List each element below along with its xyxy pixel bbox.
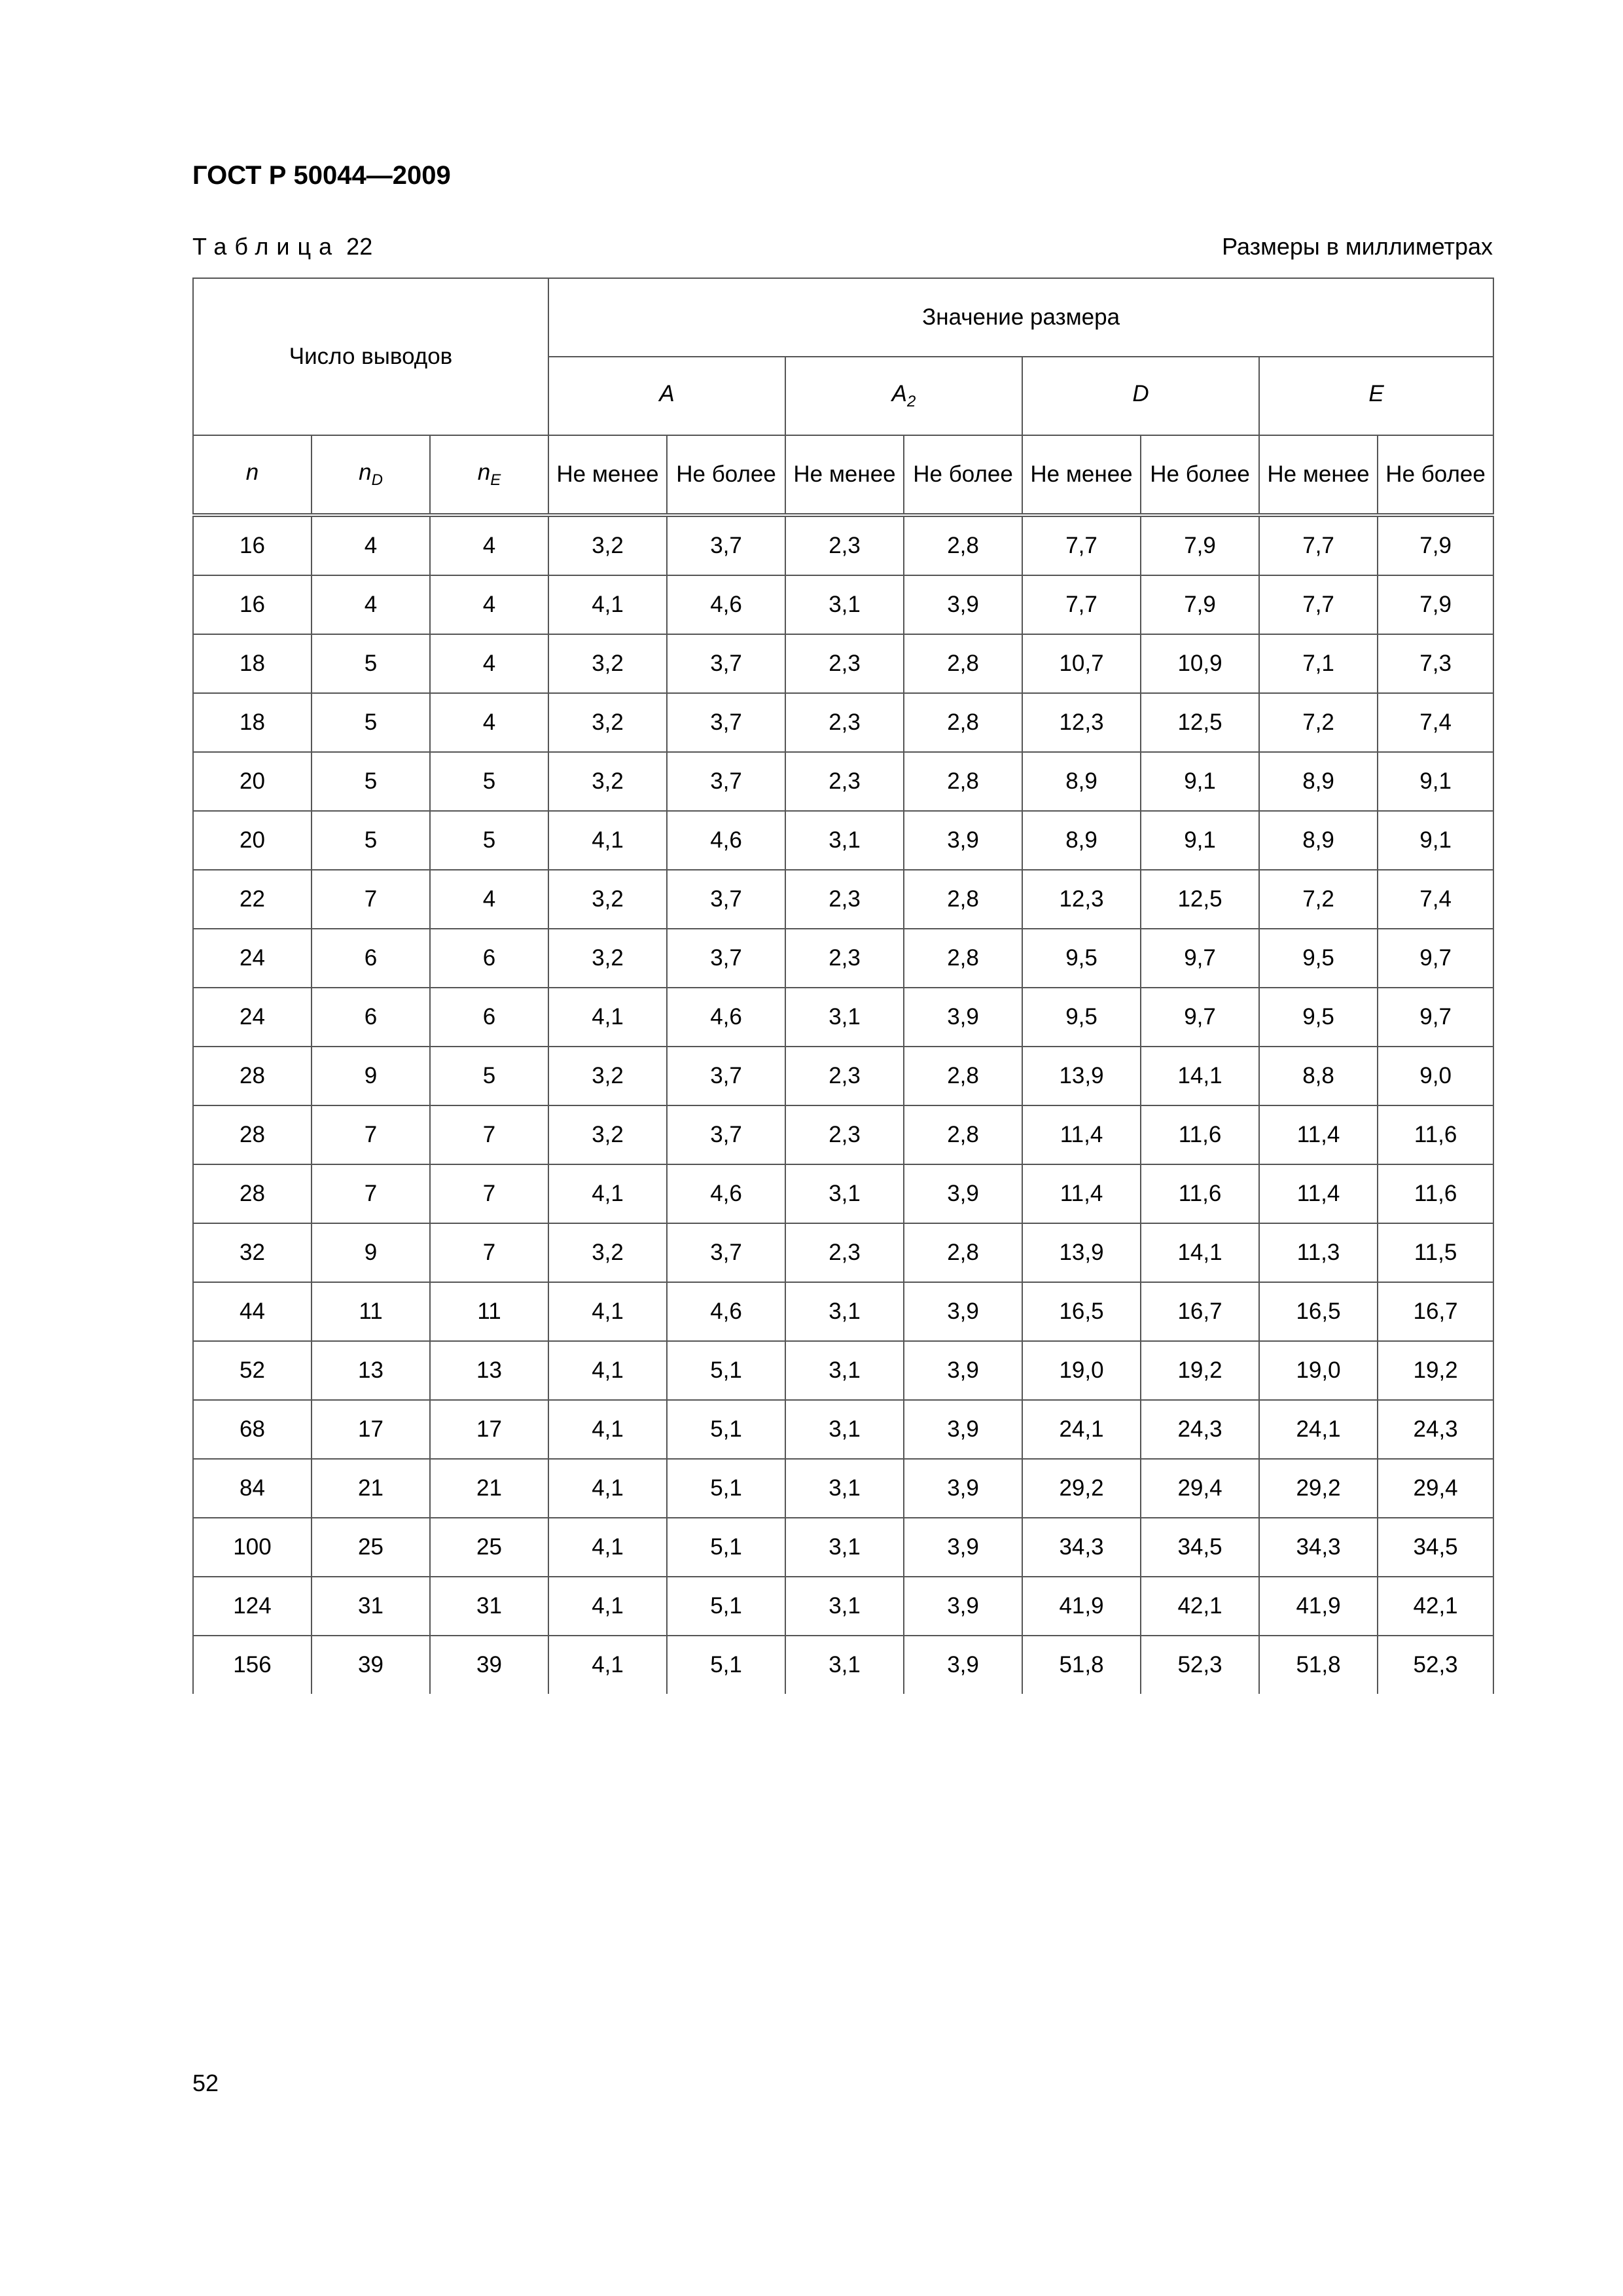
- table-cell: 3,7: [667, 752, 785, 811]
- page-number: 52: [192, 2070, 219, 2096]
- table-cell: 19,2: [1141, 1341, 1259, 1400]
- table-cell: 7,7: [1022, 575, 1141, 634]
- table-cell: 7,3: [1378, 634, 1493, 693]
- table-cell: 9,7: [1378, 929, 1493, 988]
- table-cell: 11,5: [1378, 1223, 1493, 1282]
- table-cell: 2,3: [785, 693, 904, 752]
- table-cell: 3,1: [785, 1636, 904, 1694]
- table-cell: 68: [193, 1400, 312, 1459]
- table-row: [193, 1459, 1493, 1518]
- table-cell: 2,3: [785, 1223, 904, 1282]
- table-cell: 6: [312, 929, 430, 988]
- table-cell: 29,4: [1378, 1459, 1493, 1518]
- table-cell: 5,1: [667, 1636, 785, 1694]
- table-cell: 3,9: [904, 1164, 1022, 1223]
- table-cell: 11,4: [1022, 1164, 1141, 1223]
- table-cell: 25: [312, 1518, 430, 1577]
- table-cell: 12,3: [1022, 870, 1141, 929]
- table-cell: 52,3: [1378, 1636, 1493, 1694]
- table-cell: 84: [193, 1459, 312, 1518]
- table-cell: 4,1: [548, 811, 667, 870]
- table-cell: 2,3: [785, 929, 904, 988]
- table-row: [193, 1518, 1493, 1577]
- table-cell: 34,3: [1259, 1518, 1378, 1577]
- table-cell: 11,6: [1141, 1164, 1259, 1223]
- table-cell: 7: [312, 1164, 430, 1223]
- table-cell: 4: [430, 693, 548, 752]
- table-cell: 3,1: [785, 1400, 904, 1459]
- table-cell: 17: [430, 1400, 548, 1459]
- table-row: [193, 1577, 1493, 1636]
- table-cell: 2,8: [904, 693, 1022, 752]
- table-cell: 100: [193, 1518, 312, 1577]
- table-cell: 28: [193, 1047, 312, 1105]
- table-cell: 2,8: [904, 752, 1022, 811]
- header-dim-a2: $A_2$: [785, 357, 1022, 435]
- table-cell: 17: [312, 1400, 430, 1459]
- table-cell: 51,8: [1259, 1636, 1378, 1694]
- table-cell: 3,9: [904, 811, 1022, 870]
- table-cell: 20: [193, 811, 312, 870]
- table-cell: 4,1: [548, 1282, 667, 1341]
- table-cell: 3,2: [548, 870, 667, 929]
- table-cell: 7: [430, 1164, 548, 1223]
- table-cell: 11,4: [1022, 1105, 1141, 1164]
- table-cell: 5,1: [667, 1400, 785, 1459]
- table-cell: 16: [193, 515, 312, 575]
- table-cell: 34,5: [1141, 1518, 1259, 1577]
- table-cell: 3,2: [548, 1047, 667, 1105]
- table-cell: 11,6: [1378, 1164, 1493, 1223]
- table-cell: 52,3: [1141, 1636, 1259, 1694]
- table-cell: 3,1: [785, 1282, 904, 1341]
- table-cell: 4,1: [548, 1400, 667, 1459]
- table-cell: 4,1: [548, 1636, 667, 1694]
- header-nd: $n_D$: [312, 435, 430, 515]
- table-cell: 42,1: [1378, 1577, 1493, 1636]
- table-cell: 5: [430, 1047, 548, 1105]
- table-cell: 7,4: [1378, 870, 1493, 929]
- table-caption: [192, 233, 372, 260]
- table-cell: 2,8: [904, 1047, 1022, 1105]
- table-cell: 3,7: [667, 1105, 785, 1164]
- table-row: [193, 752, 1493, 811]
- table-cell: 11,6: [1378, 1105, 1493, 1164]
- table-cell: 4,6: [667, 575, 785, 634]
- table-cell: 9,7: [1141, 988, 1259, 1047]
- table-cell: 8,9: [1022, 752, 1141, 811]
- table-cell: 7,7: [1022, 515, 1141, 575]
- table-cell: 5,1: [667, 1518, 785, 1577]
- table-cell: 11: [430, 1282, 548, 1341]
- table-cell: 8,8: [1259, 1047, 1378, 1105]
- table-cell: 9: [312, 1047, 430, 1105]
- table-cell: 19,0: [1259, 1341, 1378, 1400]
- table-cell: 9: [312, 1223, 430, 1282]
- table-cell: 4: [430, 870, 548, 929]
- table-cell: 2,3: [785, 1105, 904, 1164]
- table-cell: 24: [193, 929, 312, 988]
- table-cell: 2,8: [904, 1223, 1022, 1282]
- header-max: Не более: [904, 435, 1022, 515]
- header-min: Не менее: [1259, 435, 1378, 515]
- table-cell: 2,3: [785, 1047, 904, 1105]
- table-row: [193, 634, 1493, 693]
- table-cell: 12,5: [1141, 693, 1259, 752]
- table-cell: 9,1: [1378, 752, 1493, 811]
- table-cell: 8,9: [1259, 752, 1378, 811]
- table-cell: 5: [312, 634, 430, 693]
- table-cell: 34,5: [1378, 1518, 1493, 1577]
- table-cell: 9,7: [1378, 988, 1493, 1047]
- table-cell: 3,7: [667, 929, 785, 988]
- table-cell: 3,2: [548, 693, 667, 752]
- table-cell: 51,8: [1022, 1636, 1141, 1694]
- table-cell: 4: [430, 575, 548, 634]
- table-cell: 25: [430, 1518, 548, 1577]
- table-cell: 2,8: [904, 870, 1022, 929]
- table-cell: 10,9: [1141, 634, 1259, 693]
- table-cell: 22: [193, 870, 312, 929]
- table-cell: 5,1: [667, 1577, 785, 1636]
- table-cell: 3,2: [548, 1105, 667, 1164]
- header-max: Не более: [667, 435, 785, 515]
- table-row: [193, 515, 1493, 575]
- table-cell: 24,3: [1378, 1400, 1493, 1459]
- table-caption-word: Таблица: [192, 233, 340, 260]
- table-cell: 16,7: [1378, 1282, 1493, 1341]
- table-cell: 14,1: [1141, 1047, 1259, 1105]
- table-cell: 24,1: [1259, 1400, 1378, 1459]
- table-cell: 6: [312, 988, 430, 1047]
- table-cell: 5: [312, 811, 430, 870]
- header-dim-e: E: [1259, 357, 1493, 435]
- table-cell: 3,2: [548, 634, 667, 693]
- table-cell: 9,7: [1141, 929, 1259, 988]
- table-cell: 9,5: [1259, 988, 1378, 1047]
- table-cell: 4,6: [667, 1164, 785, 1223]
- table-row: [193, 1400, 1493, 1459]
- table-cell: 4: [430, 515, 548, 575]
- table-cell: 13: [312, 1341, 430, 1400]
- table-cell: 3,2: [548, 752, 667, 811]
- table-row: [193, 1047, 1493, 1105]
- table-cell: 4,6: [667, 988, 785, 1047]
- table-cell: 7: [430, 1223, 548, 1282]
- table-cell: 16,5: [1259, 1282, 1378, 1341]
- table-cell: 7,4: [1378, 693, 1493, 752]
- table-row: [193, 1341, 1493, 1400]
- table-cell: 18: [193, 634, 312, 693]
- header-max: Не более: [1378, 435, 1493, 515]
- header-min: Не менее: [548, 435, 667, 515]
- table-cell: 7,9: [1378, 515, 1493, 575]
- table-cell: 3,9: [904, 1282, 1022, 1341]
- table-cell: 124: [193, 1577, 312, 1636]
- table-cell: 2,8: [904, 634, 1022, 693]
- table-cell: 34,3: [1022, 1518, 1141, 1577]
- table-row: [193, 1105, 1493, 1164]
- table-cell: 3,1: [785, 1577, 904, 1636]
- table-cell: 5: [312, 752, 430, 811]
- table-cell: 2,3: [785, 515, 904, 575]
- table-cell: 6: [430, 929, 548, 988]
- table-cell: 11,4: [1259, 1105, 1378, 1164]
- table-row: [193, 811, 1493, 870]
- table-cell: 31: [430, 1577, 548, 1636]
- table-cell: 4,1: [548, 1459, 667, 1518]
- table-cell: 3,1: [785, 1459, 904, 1518]
- table-cell: 31: [312, 1577, 430, 1636]
- table-cell: 9,1: [1141, 752, 1259, 811]
- table-cell: 29,2: [1022, 1459, 1141, 1518]
- table-cell: 11,6: [1141, 1105, 1259, 1164]
- header-min: Не менее: [1022, 435, 1141, 515]
- table-cell: 5,1: [667, 1341, 785, 1400]
- table-cell: 5,1: [667, 1459, 785, 1518]
- table-cell: 7: [312, 1105, 430, 1164]
- header-dimension-value: Значение размера: [548, 278, 1493, 357]
- table-cell: 29,4: [1141, 1459, 1259, 1518]
- table-cell: 4: [312, 515, 430, 575]
- table-cell: 9,1: [1141, 811, 1259, 870]
- table-cell: 7: [430, 1105, 548, 1164]
- table-cell: 3,7: [667, 870, 785, 929]
- header-min: Не менее: [785, 435, 904, 515]
- table-caption-number: 22: [346, 233, 373, 260]
- table-cell: 29,2: [1259, 1459, 1378, 1518]
- table-cell: 28: [193, 1164, 312, 1223]
- table-cell: 3,7: [667, 634, 785, 693]
- table-cell: 3,1: [785, 575, 904, 634]
- table-cell: 7,1: [1259, 634, 1378, 693]
- table-cell: 2,8: [904, 1105, 1022, 1164]
- table-cell: 4,6: [667, 1282, 785, 1341]
- table-cell: 8,9: [1259, 811, 1378, 870]
- table-cell: 3,9: [904, 1400, 1022, 1459]
- table-cell: 21: [430, 1459, 548, 1518]
- table-cell: 11,4: [1259, 1164, 1378, 1223]
- table-row: [193, 1282, 1493, 1341]
- units-note: Размеры в миллиметрах: [1222, 233, 1493, 260]
- header-n: n: [193, 435, 312, 515]
- table-cell: 11,3: [1259, 1223, 1378, 1282]
- table-cell: 2,8: [904, 929, 1022, 988]
- table-row: [193, 693, 1493, 752]
- table-cell: 16: [193, 575, 312, 634]
- table-cell: 41,9: [1022, 1577, 1141, 1636]
- table-cell: 4,1: [548, 1164, 667, 1223]
- table-cell: 2,8: [904, 515, 1022, 575]
- table-cell: 3,1: [785, 1341, 904, 1400]
- table-cell: 3,7: [667, 1047, 785, 1105]
- table-cell: 16,7: [1141, 1282, 1259, 1341]
- table-cell: 10,7: [1022, 634, 1141, 693]
- table-cell: 19,0: [1022, 1341, 1141, 1400]
- table-cell: 9,5: [1022, 988, 1141, 1047]
- table-cell: 3,9: [904, 1577, 1022, 1636]
- table-cell: 3,9: [904, 1459, 1022, 1518]
- table-cell: 52: [193, 1341, 312, 1400]
- table-cell: 24,3: [1141, 1400, 1259, 1459]
- table-cell: 3,9: [904, 575, 1022, 634]
- table-cell: 19,2: [1378, 1341, 1493, 1400]
- table-cell: 5: [430, 811, 548, 870]
- table-cell: 3,7: [667, 693, 785, 752]
- table-cell: 3,1: [785, 988, 904, 1047]
- table-cell: 4,1: [548, 1577, 667, 1636]
- table-row: [193, 575, 1493, 634]
- table-cell: 42,1: [1141, 1577, 1259, 1636]
- table-cell: 3,9: [904, 1341, 1022, 1400]
- table-cell: 156: [193, 1636, 312, 1694]
- header-max: Не более: [1141, 435, 1259, 515]
- table-cell: 2,3: [785, 752, 904, 811]
- table-cell: 3,7: [667, 515, 785, 575]
- table-row: [193, 1164, 1493, 1223]
- table-cell: 7,7: [1259, 575, 1378, 634]
- table-cell: 3,1: [785, 1164, 904, 1223]
- table-row: [193, 988, 1493, 1047]
- table-cell: 4,1: [548, 575, 667, 634]
- table-cell: 4,1: [548, 1341, 667, 1400]
- table-row: [193, 1636, 1493, 1694]
- table-cell: 12,3: [1022, 693, 1141, 752]
- table-cell: 3,9: [904, 1518, 1022, 1577]
- header-ne: $n_E$: [430, 435, 548, 515]
- table-cell: 4,6: [667, 811, 785, 870]
- table-cell: 13,9: [1022, 1223, 1141, 1282]
- table-cell: 3,2: [548, 515, 667, 575]
- table-cell: 20: [193, 752, 312, 811]
- table-cell: 7,9: [1141, 515, 1259, 575]
- table-cell: 7,9: [1378, 575, 1493, 634]
- table-cell: 3,2: [548, 929, 667, 988]
- table-cell: 44: [193, 1282, 312, 1341]
- table-cell: 28: [193, 1105, 312, 1164]
- table-cell: 3,7: [667, 1223, 785, 1282]
- header-dim-d: D: [1022, 357, 1259, 435]
- table-cell: 12,5: [1141, 870, 1259, 929]
- table-cell: 24,1: [1022, 1400, 1141, 1459]
- table-cell: 9,1: [1378, 811, 1493, 870]
- table-cell: 24: [193, 988, 312, 1047]
- table-cell: 4: [312, 575, 430, 634]
- table-cell: 13: [430, 1341, 548, 1400]
- table-cell: 6: [430, 988, 548, 1047]
- table-cell: 4,1: [548, 1518, 667, 1577]
- table-row: [193, 1223, 1493, 1282]
- table-cell: 2,3: [785, 634, 904, 693]
- table-cell: 4: [430, 634, 548, 693]
- table-row: [193, 870, 1493, 929]
- dimensions-table: [192, 278, 1494, 1694]
- table-cell: 3,9: [904, 988, 1022, 1047]
- table-cell: 2,3: [785, 870, 904, 929]
- table-cell: 3,1: [785, 1518, 904, 1577]
- table-cell: 39: [312, 1636, 430, 1694]
- table-cell: 21: [312, 1459, 430, 1518]
- header-dim-a: A: [548, 357, 785, 435]
- table-cell: 7,2: [1259, 693, 1378, 752]
- table-cell: 3,2: [548, 1223, 667, 1282]
- table-cell: 8,9: [1022, 811, 1141, 870]
- table-cell: 3,9: [904, 1636, 1022, 1694]
- table-cell: 5: [312, 693, 430, 752]
- table-cell: 7: [312, 870, 430, 929]
- table-cell: 9,5: [1259, 929, 1378, 988]
- document-title: ГОСТ Р 50044—2009: [192, 161, 451, 190]
- table-cell: 5: [430, 752, 548, 811]
- table-cell: 32: [193, 1223, 312, 1282]
- table-cell: 7,2: [1259, 870, 1378, 929]
- table-body: [193, 515, 1493, 1694]
- table-cell: 9,0: [1378, 1047, 1493, 1105]
- table-cell: 7,9: [1141, 575, 1259, 634]
- table-cell: 7,7: [1259, 515, 1378, 575]
- table-cell: 41,9: [1259, 1577, 1378, 1636]
- table-cell: 3,1: [785, 811, 904, 870]
- table-cell: 9,5: [1022, 929, 1141, 988]
- header-pin-count: Число выводов: [193, 278, 548, 435]
- table-cell: 18: [193, 693, 312, 752]
- table-cell: 4,1: [548, 988, 667, 1047]
- table-row: [193, 929, 1493, 988]
- table-cell: 14,1: [1141, 1223, 1259, 1282]
- table-cell: 39: [430, 1636, 548, 1694]
- table-cell: 13,9: [1022, 1047, 1141, 1105]
- table-cell: 11: [312, 1282, 430, 1341]
- table-cell: 16,5: [1022, 1282, 1141, 1341]
